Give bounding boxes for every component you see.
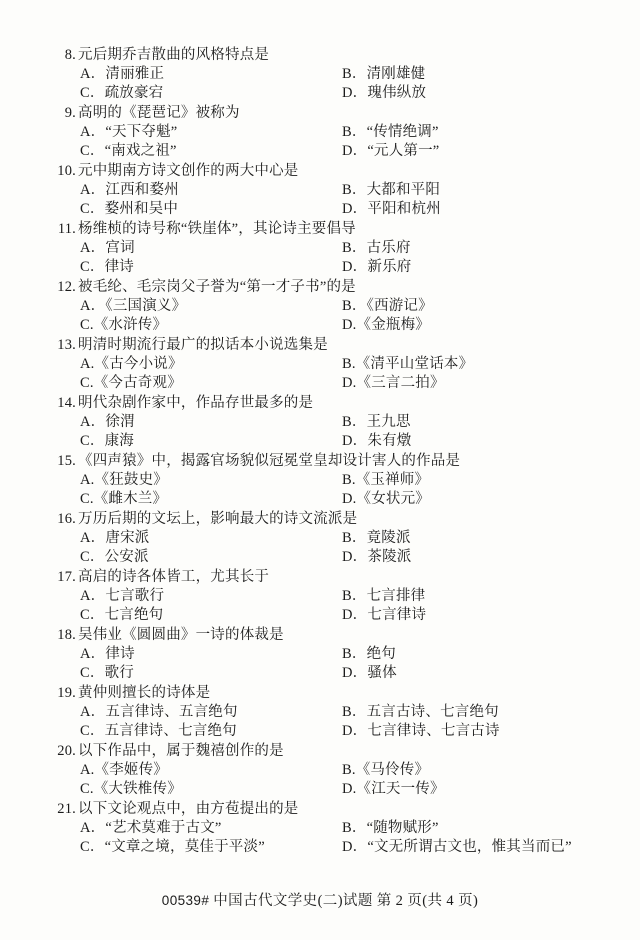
question-number: 15. — [57, 453, 76, 469]
option-row — [80, 65, 598, 84]
option-group — [52, 529, 598, 567]
question-text: 元后期乔吉散曲的风格特点是 — [78, 47, 270, 63]
option-c[interactable]: C．七言绝句 — [80, 607, 164, 623]
option-d[interactable]: D.《三言二拍》 — [342, 375, 445, 391]
question-number: 20. — [57, 743, 76, 759]
option-a[interactable]: A．清丽雅正 — [80, 66, 165, 82]
option-d[interactable]: D．瑰伟纵放 — [342, 85, 427, 101]
option-row — [80, 374, 598, 393]
question-text: 以下文论观点中，由方苞提出的是 — [78, 801, 299, 817]
question-stem — [52, 220, 598, 239]
question-item — [52, 394, 598, 451]
option-d[interactable]: D．“元人第一” — [342, 143, 440, 159]
page-footer — [0, 889, 640, 910]
option-group — [52, 181, 598, 219]
option-group — [52, 761, 598, 799]
question-text: 万历后期的文坛上，影响最大的诗文流派是 — [78, 511, 358, 527]
question-number: 9. — [64, 105, 76, 121]
exam-code: 00539# — [161, 893, 210, 908]
option-b[interactable]: B．七言排律 — [342, 588, 426, 604]
option-row — [80, 239, 598, 258]
option-group — [52, 587, 598, 625]
option-c[interactable]: C.《大铁椎传》 — [80, 781, 182, 797]
question-text: 吴伟业《圆圆曲》一诗的体裁是 — [78, 627, 284, 643]
option-c[interactable]: C．康海 — [80, 433, 134, 449]
question-stem — [52, 510, 598, 529]
option-d[interactable]: D.《金瓶梅》 — [342, 317, 430, 333]
question-number: 11. — [57, 221, 76, 237]
question-list — [52, 46, 598, 857]
option-c[interactable]: C．“文章之境，莫佳于平淡” — [80, 839, 265, 855]
option-row — [80, 819, 598, 838]
question-item — [52, 220, 598, 277]
option-b[interactable]: B．王九思 — [342, 414, 411, 430]
option-row — [80, 722, 598, 741]
option-row — [80, 703, 598, 722]
option-d[interactable]: D．平阳和杭州 — [342, 201, 441, 217]
option-a[interactable]: A．徐渭 — [80, 414, 135, 430]
option-row — [80, 490, 598, 509]
option-d[interactable]: D.《女状元》 — [342, 491, 430, 507]
option-group — [52, 123, 598, 161]
option-b[interactable]: B．大都和平阳 — [342, 182, 441, 198]
question-text: 元中期南方诗文创作的两大中心是 — [78, 163, 299, 179]
option-row — [80, 200, 598, 219]
question-item — [52, 336, 598, 393]
question-text: 《四声猿》中，揭露官场貌似冠冕堂皇却设计害人的作品是 — [78, 453, 461, 469]
option-b[interactable]: B．《西游记》 — [342, 298, 433, 314]
option-d[interactable]: D．朱有燉 — [342, 433, 412, 449]
question-item — [52, 278, 598, 335]
option-a[interactable]: A．“艺术莫难于古文” — [80, 820, 222, 836]
option-b[interactable]: B.《马伶传》 — [342, 762, 430, 778]
question-number: 10. — [57, 163, 76, 179]
question-number: 16. — [57, 511, 76, 527]
question-stem — [52, 336, 598, 355]
option-group — [52, 645, 598, 683]
question-number: 12. — [57, 279, 76, 295]
option-b[interactable]: B．绝句 — [342, 646, 396, 662]
option-b[interactable]: B．“传情绝调” — [342, 124, 439, 140]
option-row — [80, 432, 598, 451]
question-text: 高启的诗各体皆工，尤其长于 — [78, 569, 270, 585]
option-b[interactable]: B．古乐府 — [342, 240, 411, 256]
option-b[interactable]: B．竟陵派 — [342, 530, 411, 546]
option-group — [52, 297, 598, 335]
option-c[interactable]: C．五言律诗、七言绝句 — [80, 723, 237, 739]
question-number: 13. — [57, 337, 76, 353]
option-row — [80, 529, 598, 548]
option-group — [52, 239, 598, 277]
question-stem — [52, 684, 598, 703]
option-row — [80, 413, 598, 432]
option-row — [80, 181, 598, 200]
option-row — [80, 471, 598, 490]
option-row — [80, 645, 598, 664]
option-row — [80, 316, 598, 335]
option-row — [80, 142, 598, 161]
option-c[interactable]: C．婺州和吴中 — [80, 201, 179, 217]
option-a[interactable]: A．江西和婺州 — [80, 182, 179, 198]
option-b[interactable]: B．“随物赋形” — [342, 820, 439, 836]
option-c[interactable]: C.《今古奇观》 — [80, 375, 182, 391]
option-d[interactable]: D.《江天一传》 — [342, 781, 445, 797]
option-c[interactable]: C.《水浒传》 — [80, 317, 168, 333]
question-stem — [52, 104, 598, 123]
option-row — [80, 84, 598, 103]
question-stem — [52, 162, 598, 181]
option-group — [52, 65, 598, 103]
option-b[interactable]: B．五言古诗、七言绝句 — [342, 704, 499, 720]
option-row — [80, 297, 598, 316]
option-row — [80, 258, 598, 277]
question-number: 17. — [57, 569, 76, 585]
option-row — [80, 838, 598, 857]
question-item — [52, 800, 598, 857]
question-item — [52, 452, 598, 509]
question-stem — [52, 278, 598, 297]
question-item — [52, 626, 598, 683]
option-row — [80, 780, 598, 799]
option-row — [80, 548, 598, 567]
option-c[interactable]: C．歌行 — [80, 665, 134, 681]
option-group — [52, 471, 598, 509]
question-item — [52, 742, 598, 799]
option-a[interactable]: A．律诗 — [80, 646, 135, 662]
question-text: 杨维桢的诗号称“铁崖体”，其论诗主要倡导 — [78, 221, 356, 237]
option-row — [80, 587, 598, 606]
option-a[interactable]: A.《李姬传》 — [80, 762, 168, 778]
question-number: 18. — [57, 627, 76, 643]
option-c[interactable]: C．公安派 — [80, 549, 149, 565]
option-c[interactable]: C.《雌木兰》 — [80, 491, 168, 507]
question-number: 14. — [57, 395, 76, 411]
question-item — [52, 104, 598, 161]
question-text: 以下作品中，属于魏禧创作的是 — [78, 743, 284, 759]
question-text: 明代杂剧作家中，作品存世最多的是 — [78, 395, 314, 411]
option-b[interactable]: B.《清平山堂话本》 — [342, 356, 474, 372]
option-d[interactable]: D．茶陵派 — [342, 549, 412, 565]
question-stem — [52, 568, 598, 587]
question-item — [52, 46, 598, 103]
option-a[interactable]: A．五言律诗、五言绝句 — [80, 704, 238, 720]
option-row — [80, 761, 598, 780]
question-text: 被毛纶、毛宗岗父子誉为“第一才子书”的是 — [78, 279, 356, 295]
option-d[interactable]: D．骚体 — [342, 665, 397, 681]
option-a[interactable]: A.《古今小说》 — [80, 356, 183, 372]
option-group — [52, 703, 598, 741]
option-d[interactable]: D．七言律诗、七言古诗 — [342, 723, 500, 739]
option-a[interactable]: A.《狂鼓史》 — [80, 472, 168, 488]
question-number: 21. — [57, 801, 76, 817]
option-group — [52, 413, 598, 451]
question-text: 明清时期流行最广的拟话本小说选集是 — [78, 337, 328, 353]
question-stem — [52, 394, 598, 413]
question-number: 19. — [57, 685, 76, 701]
option-a[interactable]: A．《三国演义》 — [80, 298, 187, 314]
option-c[interactable]: C．疏放豪宕 — [80, 85, 164, 101]
question-item — [52, 162, 598, 219]
question-number: 8. — [64, 47, 76, 63]
option-c[interactable]: C．“南戏之祖” — [80, 143, 177, 159]
option-d[interactable]: D．七言律诗 — [342, 607, 427, 623]
option-row — [80, 664, 598, 683]
question-stem — [52, 800, 598, 819]
footer-title: 中国古代文学史(二)试题 第 2 页(共 4 页) — [213, 893, 479, 909]
option-a[interactable]: A．唐宋派 — [80, 530, 150, 546]
question-stem — [52, 46, 598, 65]
option-d[interactable]: D．“文无所谓古文也，惟其当而已” — [342, 839, 572, 855]
option-c[interactable]: C．律诗 — [80, 259, 134, 275]
question-item — [52, 684, 598, 741]
option-row — [80, 355, 598, 374]
question-stem — [52, 452, 598, 471]
option-group — [52, 819, 598, 857]
question-item — [52, 510, 598, 567]
option-a[interactable]: A．“天下夺魁” — [80, 124, 178, 140]
option-group — [52, 355, 598, 393]
option-row — [80, 123, 598, 142]
option-b[interactable]: B．清刚雄健 — [342, 66, 426, 82]
option-a[interactable]: A．七言歌行 — [80, 588, 165, 604]
option-a[interactable]: A．宫词 — [80, 240, 135, 256]
option-d[interactable]: D．新乐府 — [342, 259, 412, 275]
question-stem — [52, 742, 598, 761]
option-row — [80, 606, 598, 625]
question-item — [52, 568, 598, 625]
question-text: 高明的《琵琶记》被称为 — [78, 105, 240, 121]
question-text: 黄仲则擅长的诗体是 — [78, 685, 211, 701]
question-stem — [52, 626, 598, 645]
option-b[interactable]: B.《玉禅师》 — [342, 472, 430, 488]
